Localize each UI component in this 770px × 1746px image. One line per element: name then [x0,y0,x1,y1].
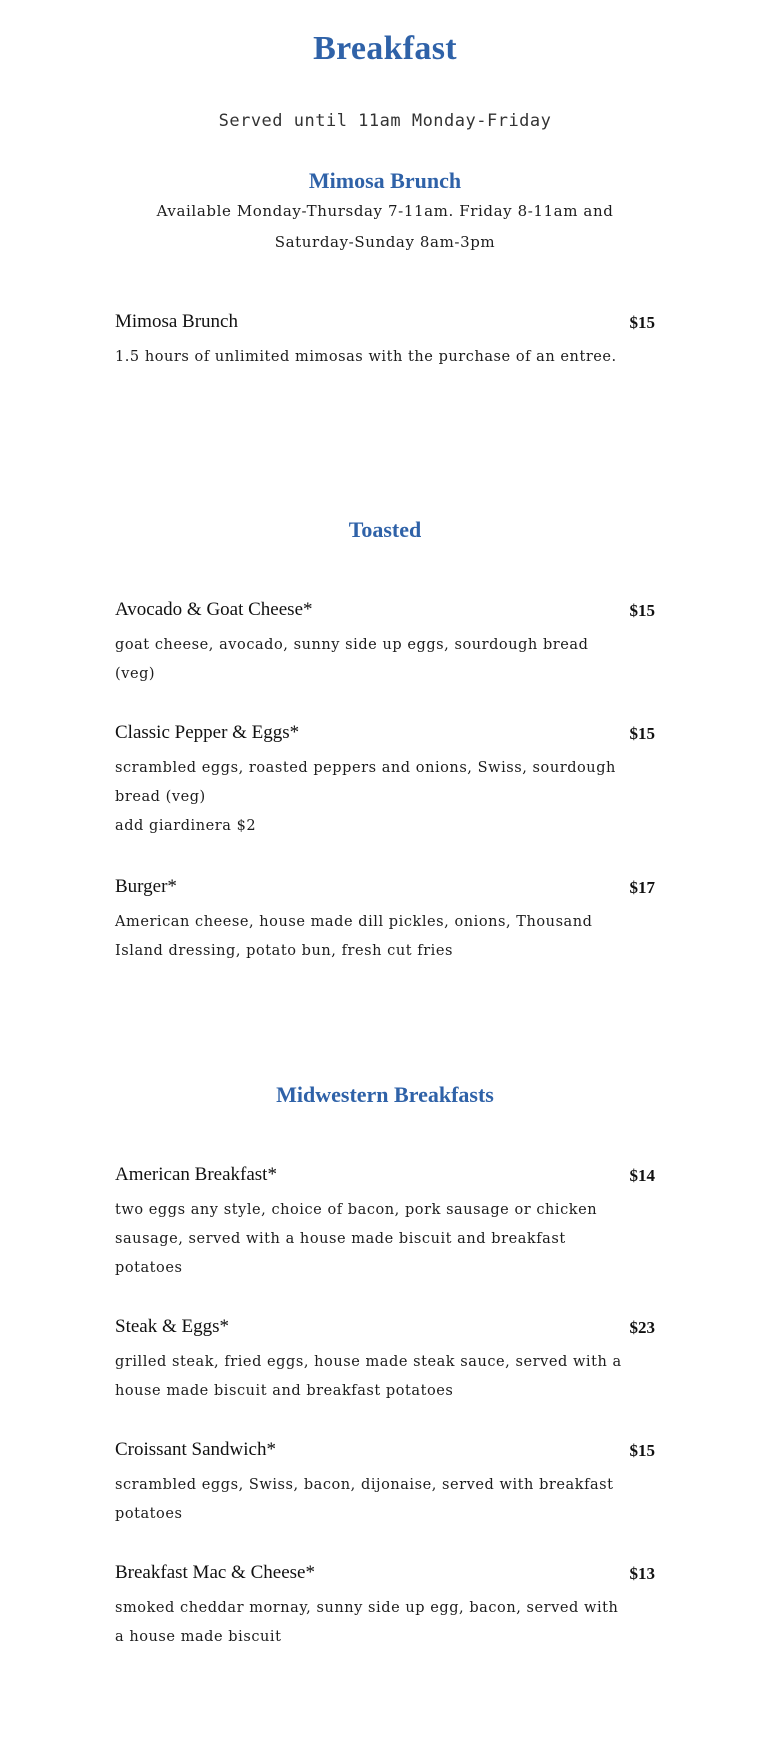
menu-item-name: Avocado & Goat Cheese* [115,599,313,620]
section-heading-mimosa-brunch: Mimosa Brunch [308,168,462,193]
menu-item-add-on: add giardinera $2 [115,818,257,834]
page-title: Breakfast [313,30,457,67]
menu-item-name: Steak & Eggs* [115,1316,229,1337]
menu-item-price: $15 [629,601,655,620]
menu-item-price: $14 [629,1166,655,1185]
menu-item-name: Classic Pepper & Eggs* [115,722,300,743]
menu-item-price: $13 [629,1564,655,1583]
menu-item-price: $23 [629,1318,655,1337]
menu-item-description: goat cheese, avocado, sunny side up eggs, sourdough bread (veg) [115,637,589,682]
menu-item-name: Burger* [115,876,177,897]
menu-item-name: American Breakfast* [115,1164,277,1185]
page-subtitle: Served until 11am Monday-Friday [218,111,552,131]
menu-item-description: scrambled eggs, Swiss, bacon, dijonaise, served with breakfast potatoes [115,1477,614,1522]
menu-item-name: Breakfast Mac & Cheese* [115,1562,315,1583]
menu-item-description [115,754,625,841]
menu-item-description: grilled steak, fried eggs, house made steak sauce, served with a house made biscuit and breakfast potatoes [115,1354,622,1399]
section-note-mimosa-brunch: Available Monday-Thursday 7-11am. Friday 8-11am and Saturday-Sunday 8am-3pm [156,202,614,251]
menu-item-description: 1.5 hours of unlimited mimosas with the purchase of an entree. [115,349,617,365]
menu-item-description: two eggs any style, choice of bacon, pork sausage or chicken sausage, served with a house made biscuit and breakfast potatoes [115,1202,598,1276]
menu-item-description: American cheese, house made dill pickles, onions, Thousand Island dressing, potato bun, fresh cut fries [115,914,593,959]
menu-item-price: $15 [629,313,655,332]
menu-item-name: Mimosa Brunch [115,311,238,332]
menu-item-price: $15 [629,724,655,743]
section-heading-midwestern-breakfasts: Midwestern Breakfasts [276,1082,494,1107]
menu-item-description-text: scrambled eggs, roasted peppers and onions, Swiss, sourdough bread (veg) [115,760,616,805]
section-heading-toasted: Toasted [348,517,422,542]
menu-item-price: $15 [629,1441,655,1460]
menu-item-price: $17 [629,878,655,897]
menu-item-description: smoked cheddar mornay, sunny side up egg, bacon, served with a house made biscuit [115,1600,619,1645]
menu-item-name: Croissant Sandwich* [115,1439,276,1460]
